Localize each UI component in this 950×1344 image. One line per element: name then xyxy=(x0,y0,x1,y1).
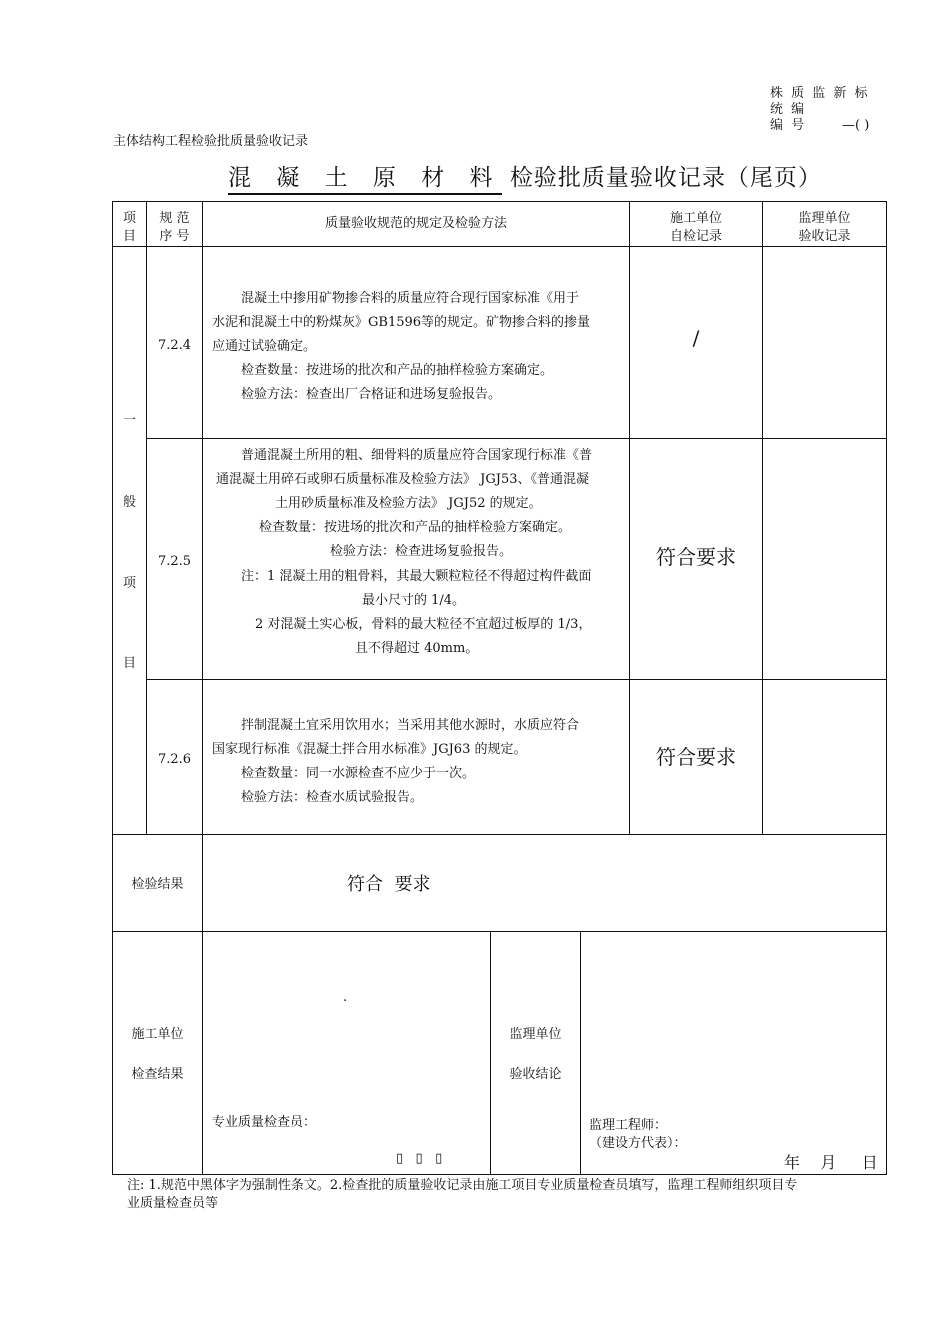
quality-inspector-label: 专业质量检查员： xyxy=(212,1115,317,1130)
row-code-7-2-5: 7.2.5 xyxy=(157,554,192,569)
header-spec-number: 规 范 序 号 xyxy=(159,211,190,244)
self-check-7-2-5: 符合要求 xyxy=(656,545,736,569)
inspection-result-label: 检验结果 xyxy=(131,877,184,892)
inspector-date-placeholder: ▯ ▯ ▯ xyxy=(396,1151,443,1166)
general-item-char-3: 项 xyxy=(122,576,136,591)
inspection-result-value: 符合 要求 xyxy=(347,874,431,895)
header-constructor-check: 施工单位 自检记录 xyxy=(669,211,722,244)
sign-date: 年 月 日 xyxy=(784,1153,878,1172)
footnote-line2: 业质量检查员等 xyxy=(127,1196,219,1211)
row-code-7-2-4: 7.2.4 xyxy=(157,338,192,353)
header-content: 质量验收规范的规定及检验方法 xyxy=(324,216,507,231)
title-material: 混 凝 土 原 材 料 xyxy=(228,165,502,195)
footnote-line1: 注: 1.规范中黑体字为强制性条文。2.检查批的质量验收记录由施工项目专业质量检查员填写，监理工程师组织项目专 xyxy=(127,1178,798,1193)
doc-code-number-value: —( ) xyxy=(842,118,870,133)
owner-representative-label: （建设方代表）： xyxy=(589,1136,687,1151)
supervisor-label-2: 验收结论 xyxy=(509,1067,562,1082)
supervisor-label-1: 监理单位 xyxy=(509,1027,562,1042)
constructor-label-1: 施工单位 xyxy=(131,1027,184,1042)
doc-code-line1: 株 质 监 新 标 xyxy=(770,86,870,101)
doc-code-number-label: 编 号 xyxy=(770,118,807,133)
header-supervisor-check: 监理单位 验收记录 xyxy=(798,211,851,244)
doc-code-line2: 统 编 xyxy=(770,102,807,117)
dot-mark: . xyxy=(343,990,348,1005)
constructor-label-2: 检查结果 xyxy=(131,1067,184,1082)
general-item-char-1: 一 xyxy=(122,413,136,428)
general-item-char-2: 般 xyxy=(122,495,136,510)
title-rest: 检验批质量验收记录（尾页） xyxy=(509,165,822,191)
document-category: 主体结构工程检验批质量验收记录 xyxy=(113,134,309,149)
header-item: 项 目 xyxy=(122,211,136,244)
row-code-7-2-6: 7.2.6 xyxy=(157,752,192,767)
self-check-7-2-6: 符合要求 xyxy=(656,745,736,769)
self-check-7-2-4: / xyxy=(692,326,700,350)
general-item-char-4: 目 xyxy=(122,656,136,671)
page-title xyxy=(228,159,822,192)
supervising-engineer-label: 监理工程师： xyxy=(589,1118,668,1133)
